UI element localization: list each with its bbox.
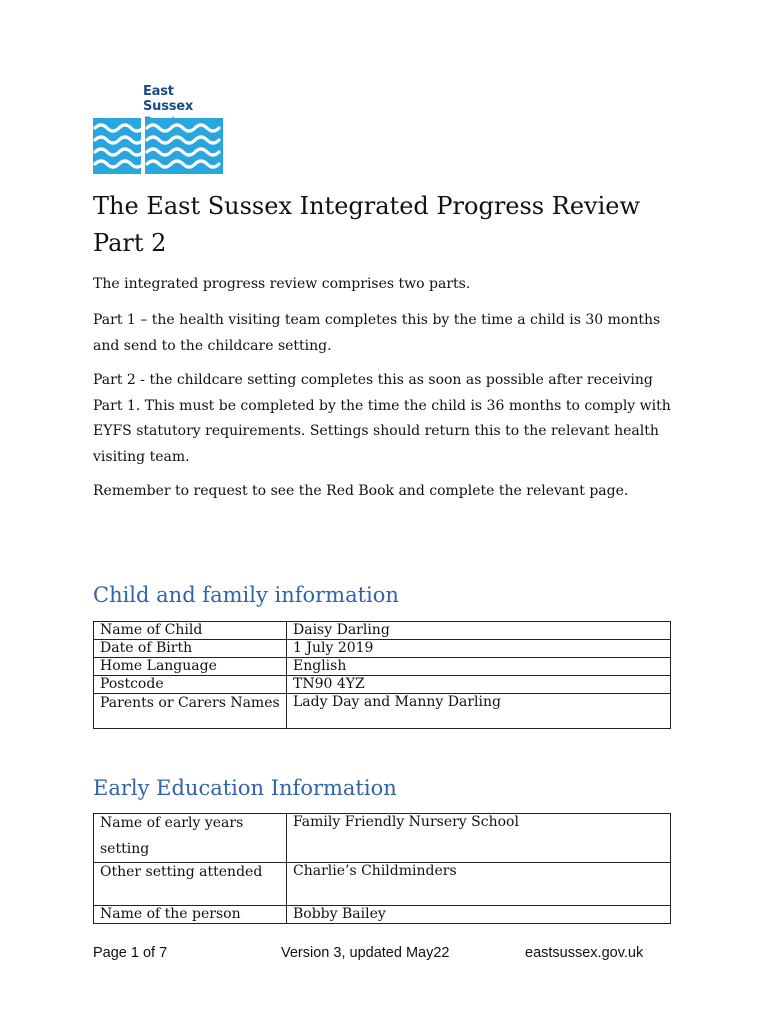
table-row <box>94 694 671 729</box>
table-row <box>94 658 671 676</box>
page-title <box>93 188 693 262</box>
row-value: Bobby Bailey <box>287 906 671 924</box>
title-line1: The East Sussex Integrated Progress Review <box>93 192 641 220</box>
table-row <box>94 622 671 640</box>
row-value: English <box>287 658 671 676</box>
section-heading-child-family: Child and family information <box>93 583 399 607</box>
row-label: Date of Birth <box>94 640 287 658</box>
row-label: Parents or Carers Names <box>100 695 280 711</box>
table-row <box>94 814 671 863</box>
row-label: Name of Child <box>94 622 287 640</box>
child-family-table <box>93 621 671 729</box>
waves-icon <box>93 118 223 176</box>
table-row <box>94 640 671 658</box>
title-line2: Part 2 <box>93 229 167 257</box>
row-value: Lady Day and Manny Darling <box>287 694 671 729</box>
section-heading-early-education: Early Education Information <box>93 776 397 800</box>
row-label: Name of early years setting <box>100 815 244 857</box>
row-label: Postcode <box>94 676 287 694</box>
table-row <box>94 863 671 906</box>
footer-website: eastsussex.gov.uk <box>525 945 644 961</box>
part1-paragraph: Part 1 – the health visiting team completes this by the time a child is 30 months and send to the childcare setting. <box>93 312 661 354</box>
logo-line1: East Sussex <box>143 84 194 114</box>
row-label: Other setting attended <box>100 864 263 880</box>
table-row <box>94 906 671 924</box>
footer-version: Version 3, updated May22 <box>281 945 450 961</box>
reminder-paragraph: Remember to request to see the Red Book and complete the relevant page. <box>93 483 629 499</box>
row-value: Daisy Darling <box>287 622 671 640</box>
row-value: 1 July 2019 <box>287 640 671 658</box>
row-value: Charlie’s Childminders <box>287 863 671 906</box>
footer-page-number: Page 1 of 7 <box>93 945 168 961</box>
intro-paragraph: The integrated progress review comprises two parts. <box>93 276 471 292</box>
row-label: Name of the person <box>94 906 287 924</box>
part2-paragraph: Part 2 - the childcare setting completes this as soon as possible after receiving Part 1. This must be completed by the time the child is 36 months to comply with EYFS statutory requirements. Settings should return this to the relevant health visiting team. <box>93 372 671 465</box>
early-education-table <box>93 813 671 924</box>
row-value: TN90 4YZ <box>287 676 671 694</box>
row-value: Family Friendly Nursery School <box>287 814 671 863</box>
east-sussex-logo <box>93 84 223 179</box>
row-label: Home Language <box>94 658 287 676</box>
